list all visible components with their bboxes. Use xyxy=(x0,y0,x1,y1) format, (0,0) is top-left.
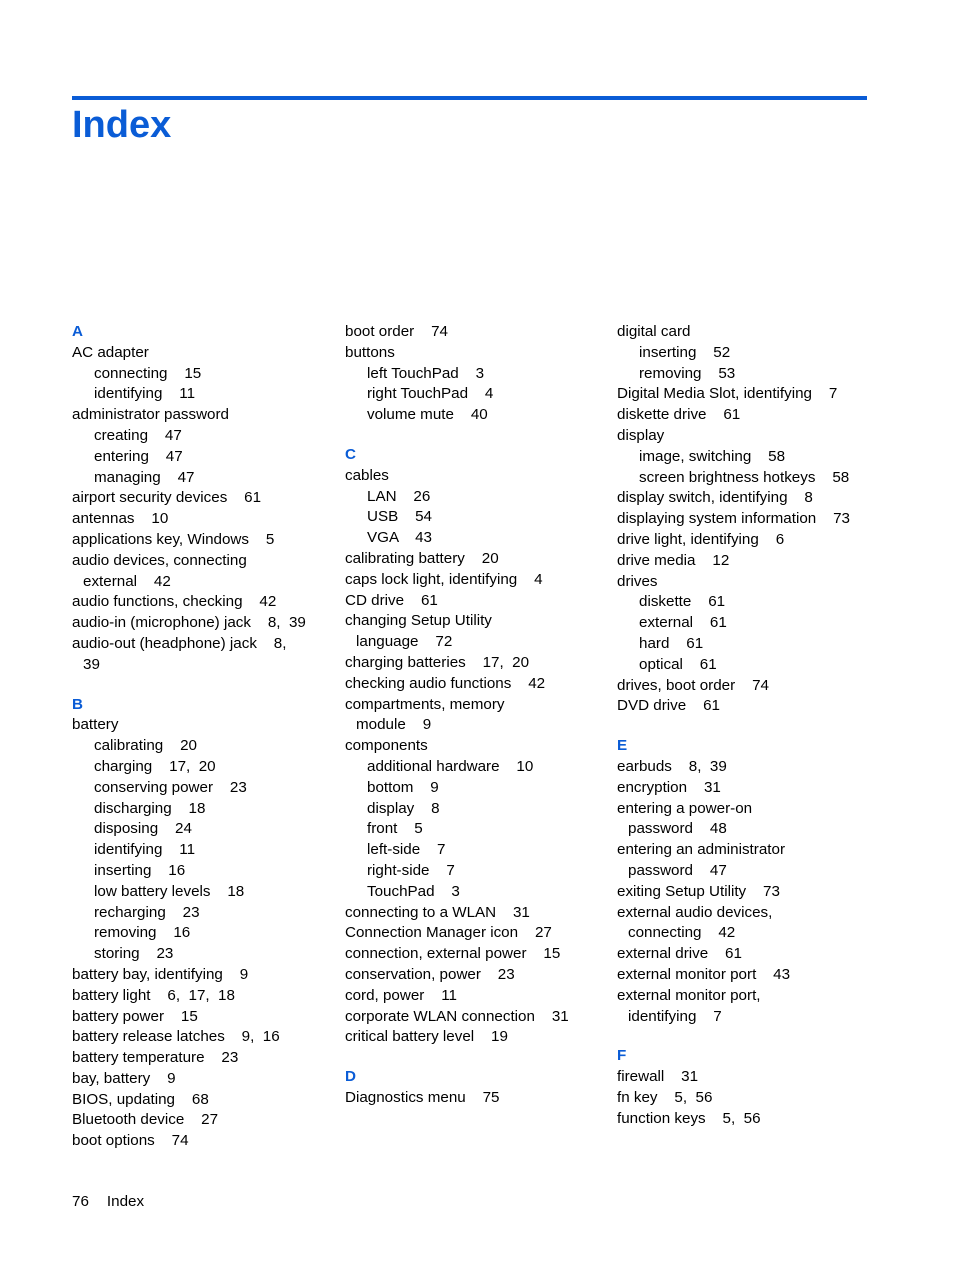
index-subentry: disposing 24 xyxy=(94,820,192,838)
index-entry: conservation, power 23 xyxy=(345,965,515,983)
index-entry: entering an administrator xyxy=(617,841,785,859)
index-entry: Diagnostics menu 75 xyxy=(345,1088,500,1106)
page-title: Index xyxy=(72,104,172,146)
index-entry-continuation: 39 xyxy=(83,655,100,673)
index-entry: battery light 6, 17, 18 xyxy=(72,986,235,1004)
index-entry: battery xyxy=(72,716,119,734)
index-entry: connection, external power 15 xyxy=(345,945,561,963)
index-entry: components xyxy=(345,737,428,755)
index-entry-continuation: connecting 42 xyxy=(628,924,736,942)
index-letter-heading: F xyxy=(617,1047,627,1065)
index-subentry: entering 47 xyxy=(94,447,183,465)
index-subentry: LAN 26 xyxy=(367,487,431,505)
index-subentry: diskette 61 xyxy=(639,593,726,611)
index-entry: display xyxy=(617,426,665,444)
index-subentry: VGA 43 xyxy=(367,529,433,547)
index-entry: earbuds 8, 39 xyxy=(617,757,727,775)
index-entry: Connection Manager icon 27 xyxy=(345,924,552,942)
index-entry: battery bay, identifying 9 xyxy=(72,965,249,983)
index-entry: boot order 74 xyxy=(345,323,449,340)
index-entry: charging batteries 17, 20 xyxy=(345,653,530,671)
index-entry: AC adapter xyxy=(72,343,149,361)
index-entry: digital card xyxy=(617,323,691,340)
index-subentry: TouchPad 3 xyxy=(367,882,460,900)
index-subentry: creating 47 xyxy=(94,426,182,444)
index-entry: checking audio functions 42 xyxy=(345,674,546,692)
index-subentry: external 61 xyxy=(639,614,727,632)
index-entry-continuation: password 47 xyxy=(628,861,727,879)
index-subentry: image, switching 58 xyxy=(639,447,786,465)
index-entry: external drive 61 xyxy=(617,945,742,963)
index-entry: entering a power-on xyxy=(617,799,753,817)
index-column-3 xyxy=(617,322,882,1129)
index-subentry: front 5 xyxy=(367,820,423,838)
index-entry: battery power 15 xyxy=(72,1007,198,1025)
index-letter-heading: B xyxy=(72,695,83,713)
index-subentry: left TouchPad 3 xyxy=(367,364,485,382)
index-subentry: identifying 11 xyxy=(94,841,196,859)
index-entry: cord, power 11 xyxy=(345,986,457,1004)
header-rule xyxy=(72,96,867,100)
index-subentry: storing 23 xyxy=(94,945,174,963)
index-entry: displaying system information 73 xyxy=(617,510,850,528)
index-subentry: discharging 18 xyxy=(94,799,206,817)
index-entry: caps lock light, identifying 4 xyxy=(345,570,543,588)
index-subentry: inserting 16 xyxy=(94,861,186,879)
index-subentry: left-side 7 xyxy=(367,841,446,859)
index-entry: airport security devices 61 xyxy=(72,489,262,507)
index-subentry: volume mute 40 xyxy=(367,406,488,424)
index-entry: connecting to a WLAN 31 xyxy=(345,903,530,921)
footer-section: Index xyxy=(106,1193,145,1210)
index-subentry: charging 17, 20 xyxy=(94,757,216,775)
index-entry: audio-in (microphone) jack 8, 39 xyxy=(72,614,306,632)
index-subentry: identifying 11 xyxy=(94,385,196,403)
index-entry: display switch, identifying 8 xyxy=(617,489,813,507)
index-entry: antennas 10 xyxy=(72,510,169,528)
index-subentry: display 8 xyxy=(367,799,440,817)
index-subentry: USB 54 xyxy=(367,508,432,526)
index-subentry: optical 61 xyxy=(639,655,717,673)
index-subentry: inserting 52 xyxy=(639,343,731,361)
index-entry-continuation: password 48 xyxy=(628,820,727,838)
index-entry: battery temperature 23 xyxy=(72,1049,239,1067)
index-subentry: right-side 7 xyxy=(367,861,455,879)
index-entry: calibrating battery 20 xyxy=(345,549,499,567)
index-entry: bay, battery 9 xyxy=(72,1069,176,1087)
index-entry: external monitor port, xyxy=(617,986,761,1004)
index-entry: drive media 12 xyxy=(617,551,730,569)
index-entry: administrator password xyxy=(72,406,229,424)
index-subentry: hard 61 xyxy=(639,634,704,652)
index-entry: firewall 31 xyxy=(617,1068,699,1086)
index-entry: exiting Setup Utility 73 xyxy=(617,882,780,900)
index-subentry: removing 16 xyxy=(94,924,191,942)
index-letter-heading: E xyxy=(617,737,628,755)
index-entry-continuation: module 9 xyxy=(356,716,432,734)
index-entry: buttons xyxy=(345,343,395,361)
index-entry: cables xyxy=(345,466,389,484)
index-entry-continuation: language 72 xyxy=(356,633,453,651)
index-entry: critical battery level 19 xyxy=(345,1028,508,1046)
index-entry-continuation: identifying 7 xyxy=(628,1007,722,1025)
index-subentry: managing 47 xyxy=(94,468,195,486)
index-entry: boot options 74 xyxy=(72,1132,189,1150)
index-subentry: calibrating 20 xyxy=(94,737,197,755)
page-number: 76 xyxy=(72,1193,89,1210)
index-entry: external audio devices, xyxy=(617,903,773,921)
index-entry: applications key, Windows 5 xyxy=(72,530,275,548)
index-subentry: connecting 15 xyxy=(94,364,202,382)
index-entry: Bluetooth device 27 xyxy=(72,1111,219,1129)
index-entry: corporate WLAN connection 31 xyxy=(345,1007,569,1025)
index-entry: external monitor port 43 xyxy=(617,965,791,983)
index-entry: encryption 31 xyxy=(617,778,721,796)
index-subentry: conserving power 23 xyxy=(94,778,247,796)
index-entry: BIOS, updating 68 xyxy=(72,1090,209,1108)
index-entry: DVD drive 61 xyxy=(617,697,720,715)
index-entry-continuation: external 42 xyxy=(83,572,171,590)
index-subentry: recharging 23 xyxy=(94,903,200,921)
index-column-2 xyxy=(345,322,610,1109)
index-entry: fn key 5, 56 xyxy=(617,1088,713,1106)
index-subentry: additional hardware 10 xyxy=(367,757,534,775)
index-subentry: right TouchPad 4 xyxy=(367,385,494,403)
index-subentry: removing 53 xyxy=(639,364,736,382)
index-entry: audio-out (headphone) jack 8, xyxy=(72,634,287,652)
index-letter-heading: D xyxy=(345,1068,356,1086)
index-entry: drive light, identifying 6 xyxy=(617,530,785,548)
index-entry: diskette drive 61 xyxy=(617,406,741,424)
index-entry: Digital Media Slot, identifying 7 xyxy=(617,385,838,403)
index-letter-heading: C xyxy=(345,445,356,463)
index-entry: function keys 5, 56 xyxy=(617,1109,761,1127)
index-entry: drives, boot order 74 xyxy=(617,676,769,694)
index-column-1 xyxy=(72,322,337,1152)
index-entry: battery release latches 9, 16 xyxy=(72,1028,280,1046)
index-subentry: low battery levels 18 xyxy=(94,882,245,900)
index-letter-heading: A xyxy=(72,323,83,340)
index-entry: audio devices, connecting xyxy=(72,551,247,569)
index-entry: changing Setup Utility xyxy=(345,612,492,630)
index-subentry: bottom 9 xyxy=(367,778,439,796)
page-footer xyxy=(72,1192,144,1212)
index-entry: drives xyxy=(617,572,658,590)
index-entry: CD drive 61 xyxy=(345,591,438,609)
index-entry: audio functions, checking 42 xyxy=(72,593,277,611)
index-entry: compartments, memory xyxy=(345,695,505,713)
index-subentry: screen brightness hotkeys 58 xyxy=(639,468,850,486)
